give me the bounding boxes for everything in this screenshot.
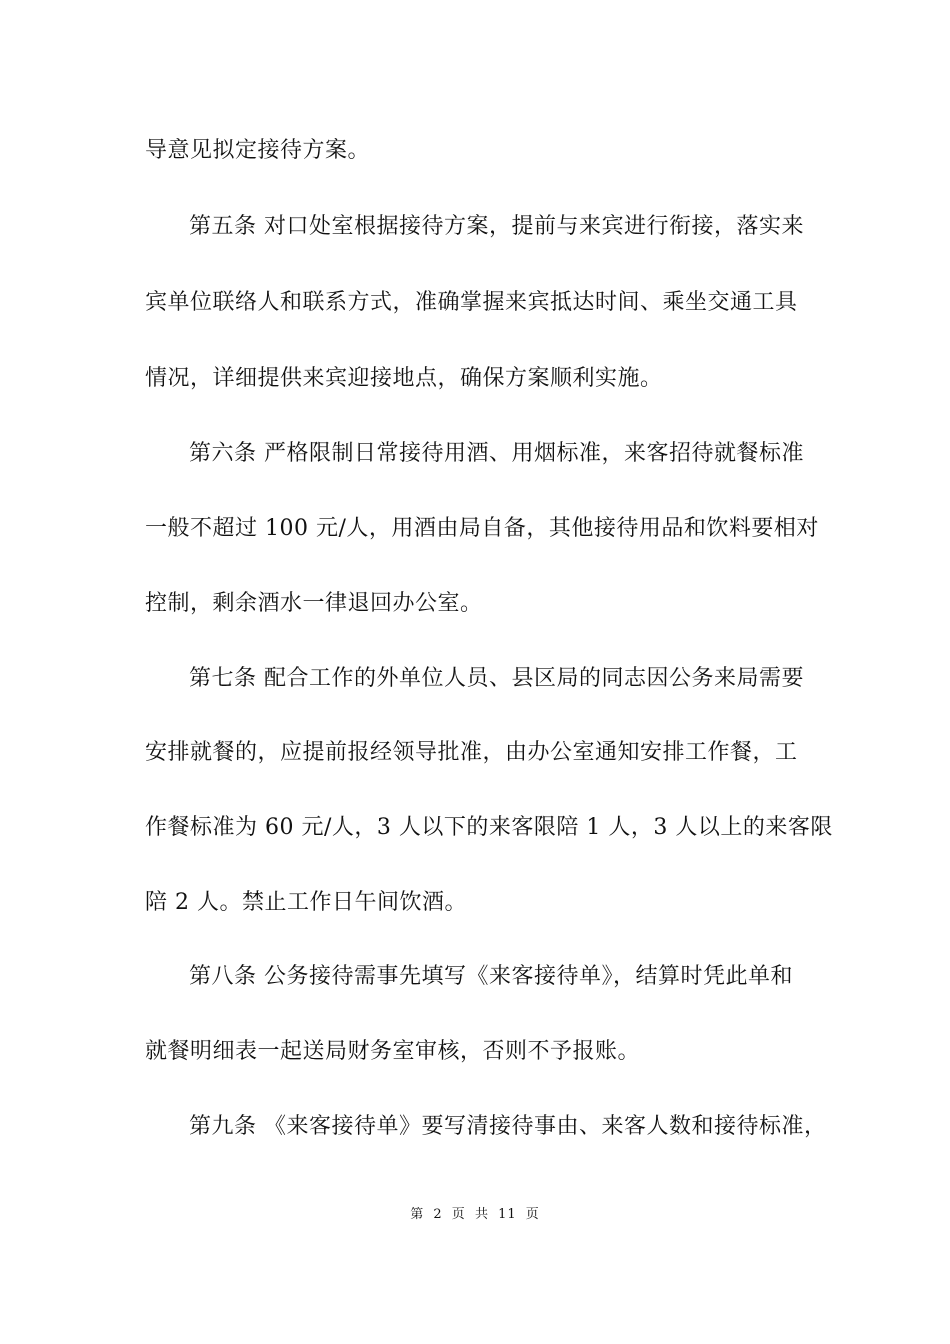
article-8-line: 第八条 公务接待需事先填写《来客接待单》，结算时凭此单和 [189, 964, 793, 989]
paragraph-line: 陪 2 人。禁止工作日午间饮酒。 [145, 890, 467, 915]
paragraph-line: 就餐明细表一起送局财务室审核，否则不予报账。 [145, 1039, 641, 1064]
article-6-line: 第六条 严格限制日常接待用酒、用烟标准，来客招待就餐标准 [189, 441, 804, 466]
footer-prefix: 第 [410, 1207, 425, 1222]
footer-total-pages: 11 [498, 1207, 517, 1222]
paragraph-line: 作餐标准为 60 元/人，3 人以下的来客限陪 1 人，3 人以上的来客限 [145, 815, 833, 840]
article-9-line: 第九条 《来客接待单》要写清接待事由、来客人数和接待标准， [189, 1114, 827, 1139]
paragraph-line: 情况，详细提供来宾迎接地点，确保方案顺利实施。 [145, 366, 663, 391]
paragraph-line: 宾单位联络人和联系方式，准确掌握来宾抵达时间、乘坐交通工具 [145, 290, 798, 315]
footer-page-word: 页 [451, 1207, 466, 1222]
page-footer [0, 1206, 950, 1224]
paragraph-line: 一般不超过 100 元/人，用酒由局自备，其他接待用品和饮料要相对 [145, 516, 819, 541]
article-7-line: 第七条 配合工作的外单位人员、县区局的同志因公务来局需要 [189, 666, 804, 691]
footer-suffix: 页 [525, 1207, 540, 1222]
paragraph-line: 控制，剩余酒水一律退回办公室。 [145, 591, 483, 616]
footer-current-page: 2 [433, 1207, 443, 1222]
footer-total-word: 共 [474, 1207, 489, 1222]
paragraph-line: 安排就餐的，应提前报经领导批准，由办公室通知安排工作餐，工 [145, 740, 798, 765]
paragraph-line: 导意见拟定接待方案。 [145, 138, 371, 163]
article-5-line: 第五条 对口处室根据接待方案，提前与来宾进行衔接，落实来 [189, 214, 804, 239]
